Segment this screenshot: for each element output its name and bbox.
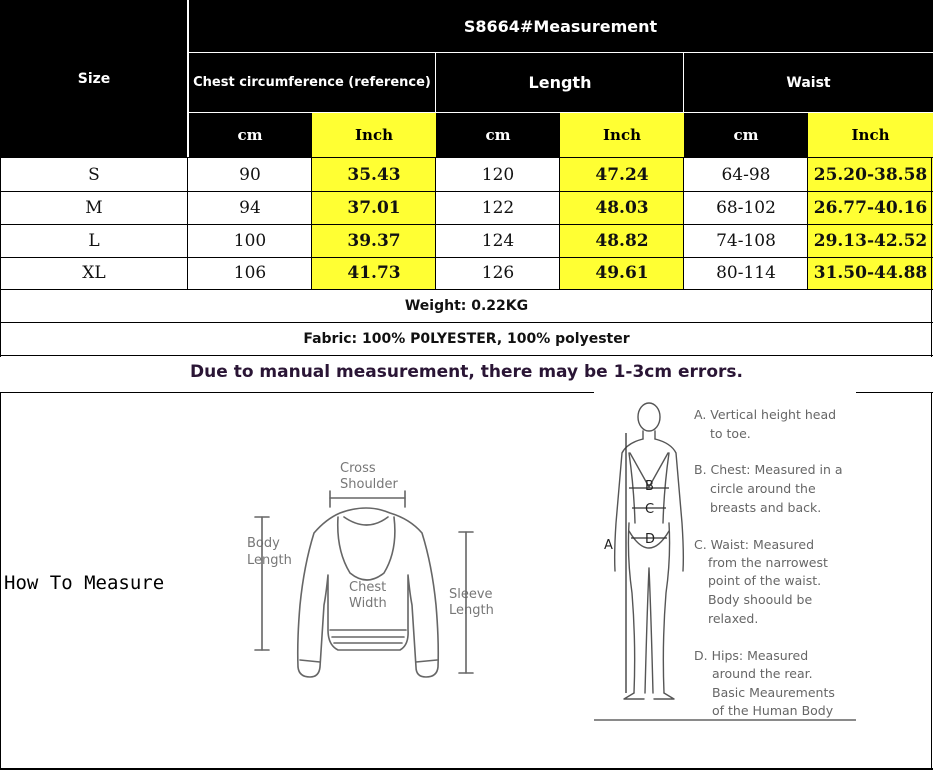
unit-label: cm: [733, 126, 759, 144]
how-to-measure-title: [4, 566, 204, 600]
size-value: M: [85, 197, 103, 218]
chest-inch-cell: [312, 257, 436, 289]
note-d-line: Basic Meaurements: [712, 685, 835, 700]
cell-value: 26.77-40.16: [813, 197, 928, 218]
chest-width-label: Chest: [349, 580, 387, 595]
error-note-text: Due to manual measurement, there may be 1-3cm errors.: [190, 362, 743, 382]
garment-diagram-labels: [247, 461, 494, 618]
size-value: XL: [82, 263, 106, 283]
group-header-length-label: Length: [528, 73, 592, 92]
cell-value: 90: [239, 164, 261, 185]
human-figure-icon: [615, 403, 684, 699]
note-d-line: D. Hips: Measured: [694, 648, 809, 663]
group-header-length: [436, 52, 684, 113]
waist-inch-cell: [808, 191, 933, 224]
body-length-label: Body: [247, 536, 280, 551]
length-cm-cell: [436, 257, 560, 289]
cell-value: 126: [481, 263, 515, 283]
note-c-line: point of the waist.: [708, 573, 822, 588]
cell-value: 122: [481, 197, 515, 218]
length-inch-cell: [560, 224, 684, 257]
chest-cm-cell: [188, 224, 312, 257]
note-c-line: from the narrowest: [708, 555, 828, 570]
waist-cm-cell: [684, 158, 808, 191]
chest-width-label: Width: [349, 596, 387, 611]
waist-inch-cell: [808, 158, 933, 191]
cell-value: 94: [239, 197, 261, 218]
note-c-line: Body shoould be: [708, 592, 813, 607]
cell-value: 74-108: [716, 230, 776, 251]
group-header-chest-label: Chest circumference (reference): [193, 75, 431, 90]
cell-value: 47.24: [595, 164, 649, 185]
unit-label: Inch: [355, 126, 393, 144]
length-cm-cell: [436, 191, 560, 224]
note-b-line: B. Chest: Measured in a: [694, 462, 843, 477]
cross-shoulder-label: Shoulder: [340, 477, 398, 492]
size-cell: [0, 224, 188, 257]
size-header-label: Size: [77, 70, 111, 87]
cell-value: 80-114: [716, 263, 776, 283]
cell-value: 48.82: [595, 230, 649, 251]
unit-label: cm: [485, 126, 511, 144]
size-cell: [0, 158, 188, 191]
unit-label: Inch: [851, 126, 890, 144]
fabric-note-text: Fabric: 100% P0LYESTER, 100% polyester: [303, 331, 630, 347]
body-length-label: Length: [247, 553, 292, 568]
cell-value: 39.37: [347, 230, 401, 251]
chest-cm-cell: [188, 257, 312, 289]
garment-diagram: [240, 455, 510, 685]
unit-header-chest-inch: [312, 113, 436, 157]
chest-inch-cell: [312, 224, 436, 257]
measure-markers: [604, 479, 655, 553]
note-d-line: around the rear.: [712, 666, 813, 681]
note-b-line: circle around the: [710, 481, 816, 496]
cell-value: 48.03: [595, 197, 649, 218]
sleeve-length-label: Sleeve: [449, 587, 493, 602]
note-c-line: C. Waist: Measured: [694, 537, 815, 552]
length-cm-cell: [436, 224, 560, 257]
note-b-line: breasts and back.: [710, 500, 822, 515]
note-a-line: A. Vertical height head: [694, 407, 837, 422]
fabric-note: [0, 323, 933, 355]
group-header-chest: [188, 52, 436, 113]
unit-header-length-cm: [436, 113, 560, 157]
chest-inch-cell: [312, 191, 436, 224]
group-header-waist-label: Waist: [786, 74, 831, 91]
length-inch-cell: [560, 257, 684, 289]
note-c-line: relaxed.: [708, 611, 759, 626]
cell-value: 41.73: [347, 263, 401, 283]
table-title-text: S8664#Measurement: [463, 16, 658, 36]
size-cell: [0, 257, 188, 289]
length-inch-cell: [560, 191, 684, 224]
cell-value: 49.61: [595, 263, 649, 283]
cell-value: 31.50-44.88: [813, 263, 928, 283]
table-title: [188, 0, 933, 52]
unit-header-waist-cm: [684, 113, 808, 157]
waist-inch-cell: [808, 224, 933, 257]
length-inch-cell: [560, 158, 684, 191]
weight-note-text: Weight: 0.22KG: [404, 298, 529, 314]
unit-header-chest-cm: [188, 113, 312, 157]
chest-cm-cell: [188, 191, 312, 224]
waist-cm-cell: [684, 191, 808, 224]
weight-note: [0, 290, 933, 322]
waist-cm-cell: [684, 257, 808, 289]
size-value: L: [88, 230, 100, 251]
cell-value: 25.20-38.58: [813, 164, 928, 185]
cell-value: 35.43: [347, 164, 401, 185]
error-note: [0, 356, 933, 388]
chest-inch-cell: [312, 158, 436, 191]
waist-cm-cell: [684, 224, 808, 257]
size-cell: [0, 191, 188, 224]
note-a-line: to toe.: [710, 426, 751, 441]
note-d-line: of the Human Body: [712, 703, 834, 718]
marker-a: A: [604, 538, 613, 553]
marker-c: C: [645, 502, 655, 517]
cross-shoulder-label: Cross: [340, 461, 376, 476]
size-header: [0, 0, 188, 157]
waist-inch-cell: [808, 257, 933, 289]
marker-b: B: [645, 479, 654, 494]
cell-value: 106: [233, 263, 267, 283]
unit-label: Inch: [603, 126, 641, 144]
how-to-measure-text: How To Measure: [4, 572, 165, 594]
size-value: S: [88, 164, 100, 185]
cell-value: 124: [481, 230, 515, 251]
measure-lines: [626, 433, 669, 693]
unit-header-waist-inch: [808, 113, 933, 157]
chest-cm-cell: [188, 158, 312, 191]
cell-value: 100: [233, 230, 267, 251]
unit-header-length-inch: [560, 113, 684, 157]
cell-value: 68-102: [716, 197, 776, 218]
sleeve-length-label: Length: [449, 603, 494, 618]
length-cm-cell: [436, 158, 560, 191]
unit-label: cm: [237, 126, 263, 144]
cell-value: 29.13-42.52: [813, 230, 928, 251]
cell-value: 37.01: [347, 197, 401, 218]
cell-value: 64-98: [721, 164, 771, 185]
group-header-waist: [684, 52, 933, 113]
cell-value: 120: [481, 164, 515, 185]
body-diagram: [594, 393, 874, 723]
marker-d: D: [645, 532, 656, 547]
body-notes: [694, 407, 843, 718]
